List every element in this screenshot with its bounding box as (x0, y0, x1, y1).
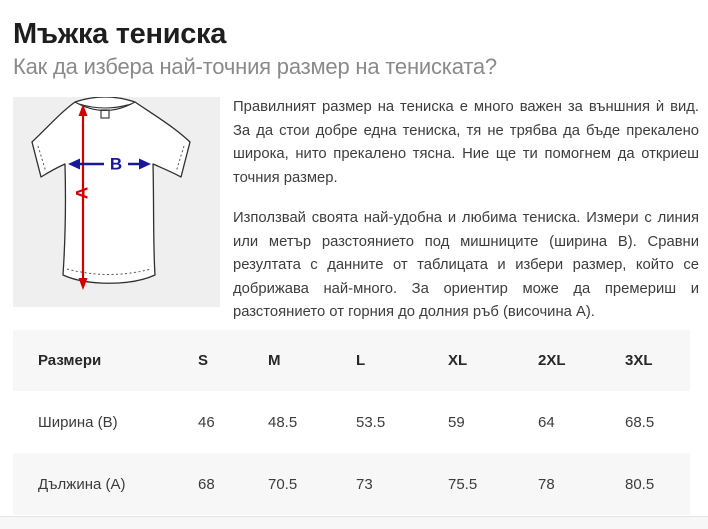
length-value-m: 70.5 (268, 475, 298, 493)
tshirt-size-diagram (13, 97, 220, 307)
size-table-header-xl: XL (448, 352, 468, 369)
intro-text (233, 96, 699, 325)
width-value-m: 48.5 (268, 413, 298, 431)
length-value-l: 73 (356, 475, 373, 493)
row-label-length: Дължина (A) (38, 475, 126, 493)
size-table-header-sizes: Размери (38, 352, 102, 369)
tshirt-measurement-illustration (13, 97, 220, 307)
page-title: Мъжка тениска (13, 18, 227, 50)
tshirt-outline (32, 97, 190, 283)
size-table-header-m: M (268, 352, 281, 369)
height-arrow-bottom-head (79, 278, 88, 290)
length-value-2xl: 78 (538, 475, 555, 493)
size-table-header-s: S (198, 352, 209, 369)
size-table-header-3xl: 3XL (625, 352, 653, 369)
size-table-header-l: L (356, 352, 366, 369)
size-table-header-2xl: 2XL (538, 352, 566, 369)
row-label-width: Ширина (B) (38, 413, 118, 431)
page-subtitle: Как да избера най-точния размер на тениската? (13, 54, 497, 79)
length-value-xl: 75.5 (448, 475, 478, 493)
size-table-header-row (13, 330, 690, 391)
length-value-s: 68 (198, 475, 215, 493)
width-value-l: 53.5 (356, 413, 386, 431)
intro-paragraph-2: Използвай своята най-удобна и любима тениска. Измери с линия или метър разстоянието под мишниците (ширина B). Сравни резултата с данните от таблицата и избери размер, който се добрижава най-много. За ориентир може да премериш и разстоянието от горния до долния ръб (височина A). (233, 210, 699, 320)
width-value-s: 46 (198, 413, 215, 431)
width-value-2xl: 64 (538, 413, 555, 431)
width-arrow-label: B (109, 154, 123, 174)
length-value-3xl: 80.5 (625, 475, 655, 493)
height-arrow-label: A (72, 186, 92, 200)
width-value-xl: 59 (448, 413, 465, 431)
table-row-width (13, 391, 690, 453)
table-row-length (13, 453, 690, 515)
width-value-3xl: 68.5 (625, 413, 655, 431)
next-section-divider (0, 516, 708, 529)
intro-paragraph-1: Правилният размер на тениска е много важен за външния ѝ вид. За да стои добре една тениска, тя не трябва да бъде прекалено широка, нито прекалено тясна. Ние ще ти помогнем да откриеш точния размер. (233, 99, 699, 186)
size-table (13, 330, 690, 515)
